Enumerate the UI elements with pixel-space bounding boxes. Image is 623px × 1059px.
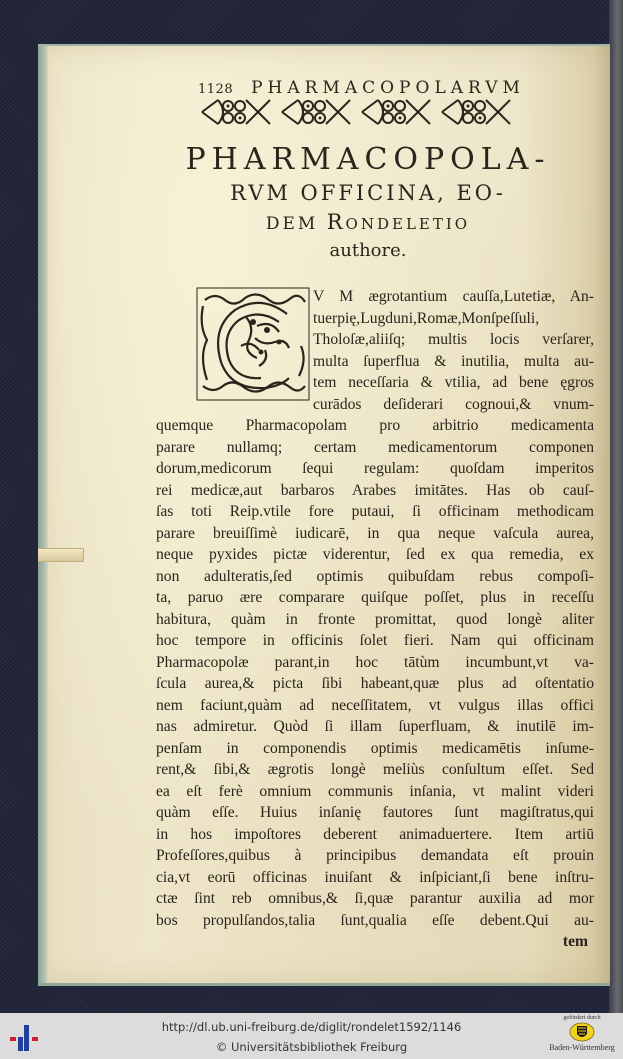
title-line-2: RVM OFFICINA, EO-	[230, 181, 506, 205]
text-line: cia,vt eorū officinas inuiſant & inſpiciant,ſi bene inſtru-	[156, 868, 594, 886]
page-gutter-edge	[38, 46, 48, 983]
text-line: quemque Pharmacopolam pro arbitrio medicamenta	[156, 417, 594, 434]
text-line: in hos impoſtores deberent animaduertere. Item artiū	[156, 825, 594, 843]
text-line: multa ſuperflua & inutilia, multa au-	[313, 352, 594, 370]
permalink-url[interactable]: http://dl.ub.uni-freiburg.de/diglit/rondelet1592/1146	[161, 1020, 462, 1034]
page-tab-strip	[38, 548, 84, 562]
text-line: neque pyxides pictæ viderentur, ſed ex qua remedia, ex	[156, 546, 594, 563]
book-page	[38, 44, 610, 986]
copyright-notice: © Universitätsbibliothek Freiburg	[215, 1040, 408, 1054]
text-line: dorum,medicorum ſequi regulam: quoſdam imperitos	[156, 460, 594, 477]
text-line: parare breuiſſimè iudicarē, in qua neque vaſcula aurea,	[156, 524, 594, 542]
text-line: Pharmacopolæ parant,in hoc tātùm incumbunt,vt va-	[156, 653, 594, 671]
text-line: rei medicæ,aut barbaros Arabes imitātes. Has ob cauſ-	[156, 481, 594, 499]
binding-right-edge	[609, 0, 623, 1013]
ornament-band-icon	[198, 96, 525, 128]
text-line: curādos deſiderari cognoui,& vnum-	[313, 395, 594, 413]
title-line-3-prefix: DEM	[265, 214, 327, 234]
text-line: nem faciunt,quàm ad neceſſitatem, vt vulgus illas offici	[156, 696, 594, 714]
text-line: Tholoſæ,aliiſq; multis locis verſarer,	[313, 331, 594, 348]
text-line: ſcula aurea,& picta ſibi habeant,quæ plus ad oſtentatio	[156, 675, 594, 692]
text-line: quàm eſſe. Huius inſanię fautores ſunt magiſtratus,qui	[156, 804, 594, 821]
chapter-title	[178, 142, 558, 264]
running-title: PHARMACOPOLARVM	[251, 78, 525, 98]
baden-wuerttemberg-coat-of-arms-icon	[569, 1022, 595, 1042]
text-line: habitura, quàm in fronte promittat, quod longè aliter	[156, 610, 594, 628]
text-line: bos propulſandos,talia ſunt,qualia eſſe debent.Qui au-	[156, 911, 594, 929]
title-line-4: authore.	[329, 240, 407, 261]
author-name: Rondeletio	[326, 210, 471, 234]
catchword: tem	[562, 933, 588, 950]
text-line: Profeſſores,quibus à principibus demandata eſt prouin	[156, 847, 594, 864]
text-line: ta, paruo ære comparare quiſque poſſet, plus in receſſu	[156, 589, 594, 606]
sponsor-name: Baden-Württemberg	[549, 1043, 615, 1052]
text-line: ſas toti Reip.vtile fore putaui, ſi officinam methodicam	[156, 503, 594, 520]
text-line: hoc tempore in officinis ſolet fieri. Nam qui officinam	[156, 632, 594, 649]
viewer-footer	[0, 1013, 623, 1059]
text-line: ea eſt ferè omnium communis inſania, vt malint videri	[156, 782, 594, 800]
body-text	[156, 286, 594, 953]
folio-number: 1128	[198, 82, 234, 97]
text-line: non adulteratis,ſed optimis quibuſdam rebus compoſi-	[156, 567, 594, 585]
sponsor-label: gefördert durch	[563, 1015, 601, 1021]
text-line: tuerpię,Lugduni,Romæ,Monſpeſſuli,	[313, 309, 540, 327]
text-line: nas admiretur. Quòd ſi illam ſuperfluam, & inutilē im-	[156, 718, 594, 735]
text-line: ctæ ſint reb omnibus,& ſi,quæ parantur auxilia ad mor	[156, 890, 594, 907]
text-line: penſam in componendis optimis medicamētis inſume-	[156, 739, 594, 757]
sponsor-block[interactable]	[547, 1015, 617, 1052]
text-line: V M ægrotantium cauſſa,Lutetiæ, An-	[313, 288, 594, 305]
title-line-3	[178, 208, 558, 238]
text-line: parare nullamq; certam medicamentorum componen	[156, 438, 594, 456]
text-line: rent,& ſibi,& ægrotis longè meliùs conſultum eſſet. Sed	[156, 761, 594, 778]
title-line-1: PHARMACOPOLA-	[185, 142, 551, 177]
text-line: tem neceſſaria & vtilia, ad bene ęgros	[313, 374, 594, 391]
